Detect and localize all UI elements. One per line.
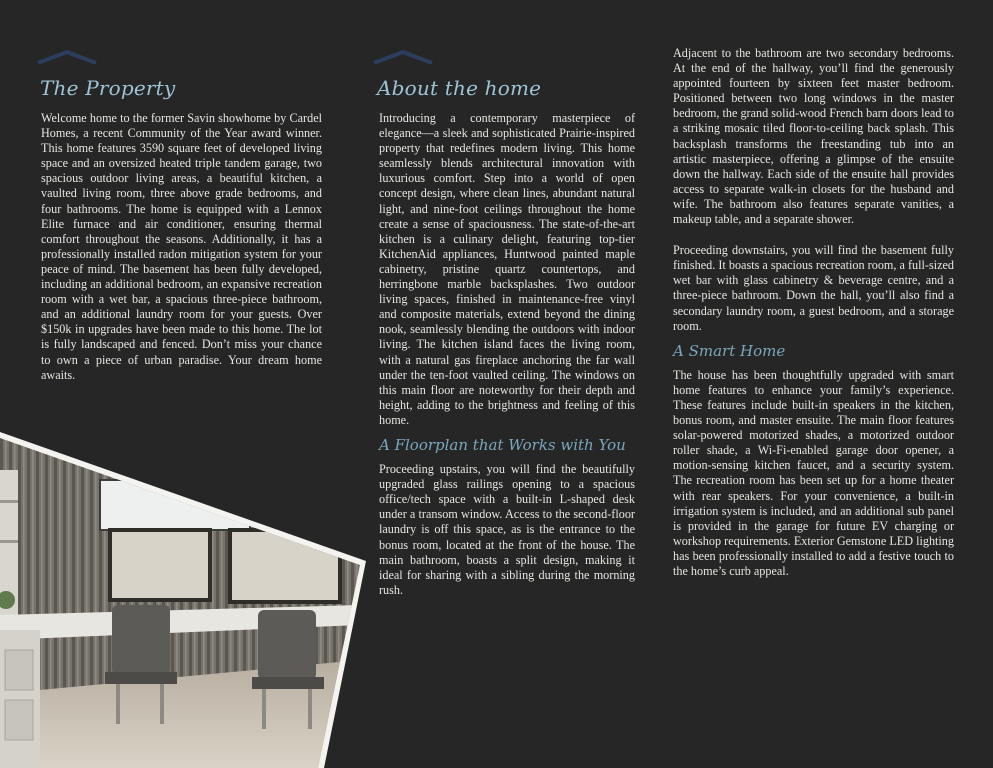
- smart-home-paragraph: The house has been thoughtfully upgraded with smart home features to enhance your family’s experience. These features include built-in speakers in the kitchen, bonus room, and master ensuite. The main floor features solar-powered motorized shades, a motorized outdoor roller shade, a Wi-Fi-enabled garage door opener, a motion-sensing kitchen faucet, and a security system. The recreation room has been set up for a home theater with rear speakers. For your convenience, a built-in irrigation system is included, and an additional sub panel is provided in the garage for future EV charging or workshop requirements. Exterior Gemstone LED lighting has been professionally installed to add a festive touch to the home’s curb appeal.: [673, 367, 954, 578]
- subheading-floorplan: A Floorplan that Works with You: [379, 435, 626, 454]
- basement-paragraph: Proceeding downstairs, you will find the basement fully finished. It boasts a spacious recreation room, a full-sized wet bar with glass cabinetry & beverage centre, and a three-piece bathroom. Down the hall, you’ll also find a secondary laundry room, a guest bedroom, and a storage room.: [673, 243, 954, 333]
- roof-accent-icon: [372, 50, 434, 64]
- desk: [0, 605, 360, 640]
- column-property: [41, 111, 322, 383]
- wall-board-left: [110, 530, 210, 600]
- window: [100, 480, 250, 530]
- bedrooms-paragraph: Adjacent to the bathroom are two secondary bedrooms. At the end of the hallway, you’ll find the generously appointed fourteen by sixteen feet master bedroom. Positioned between two long windows in the master bedroom, the grand solid-wood French barn doors lead to a striking mosaic tiled floor-to-ceiling back splash. This backsplash transforms the freestanding tub into an artistic masterpiece, offering a glimpse of the ensuite down the hallway. Each side of the ensuite hall provides access to separate walk-in closets for the husband and wife. The bathroom also features separate vanities, a makeup table, and a separate shower.: [673, 46, 954, 227]
- chair-right: [258, 610, 316, 680]
- about-paragraph: Introducing a contemporary masterpiece of elegance—a sleek and sophisticated Prairie-inspired property that redefines modern living. This home seamlessly blends architectural innovation with luxurious comfort. Step into a world of open concept design, where clean lines, abundant natural light, and nine-foot ceilings throughout the home create a sense of spaciousness. The state-of-the-art kitchen is a culinary delight, featuring top-tier KitchenAid appliances, Huntwood painted maple cabinetry, pristine quartz countertops, and herringbone marble backsplashes. Two outdoor living spaces, finished in maintenance-free vinyl and composite materials, extend beyond the dining nook, seamlessly blending the outdoors with indoor living. The kitchen island faces the living room, with a natural gas fireplace anchoring the far wall under the ten-foot vaulted ceiling. The windows on this main floor are noteworthy for their depth and height, adding to the brightness and feeling of this home.: [379, 111, 635, 427]
- chair-left: [112, 605, 170, 675]
- floorplan-paragraph: Proceeding upstairs, you will find the beautifully upgraded glass railings opening to a spacious office/tech space with a built-in L-shaped desk under a transom window. Access to the second-floor laundry is off this space, as is the entrance to the bonus room, located at the front of the house. The main bathroom, boasts a split design, making it ideal for sharing with a sibling during the morning rush.: [379, 462, 635, 597]
- wall-board-right: [230, 530, 340, 602]
- subheading-smart-home: A Smart Home: [673, 341, 786, 360]
- column-about: [379, 111, 635, 598]
- section-heading-about: About the home: [377, 76, 542, 100]
- roof-accent-icon: [36, 50, 98, 64]
- column-continued: [673, 46, 954, 579]
- property-paragraph: Welcome home to the former Savin showhome by Cardel Homes, a recent Community of the Year award winner. This home features 3590 square feet of developed living space and an oversized heated triple tandem garage, two spacious outdoor living areas, a beautiful kitchen, a vaulted living room, three above grade bedrooms, and four bathrooms. The home is equipped with a Lennox Elite furnace and air conditioner, ensuring thermal comfort throughout the seasons. Additionally, it has a professionally installed radon mitigation system for your peace of mind. The basement has been fully developed, including an additional bedroom, an expansive recreation room with a wet bar, a spacious three-piece bathroom, and an additional laundry room for your guests. Over $150k in upgrades have been made to this home. The lot is fully landscaped and fenced. Don’t miss your chance to own a piece of urban paradise. Your dream home awaits.: [41, 111, 322, 382]
- section-heading-property: The Property: [40, 76, 176, 100]
- photo-frame: [0, 432, 366, 768]
